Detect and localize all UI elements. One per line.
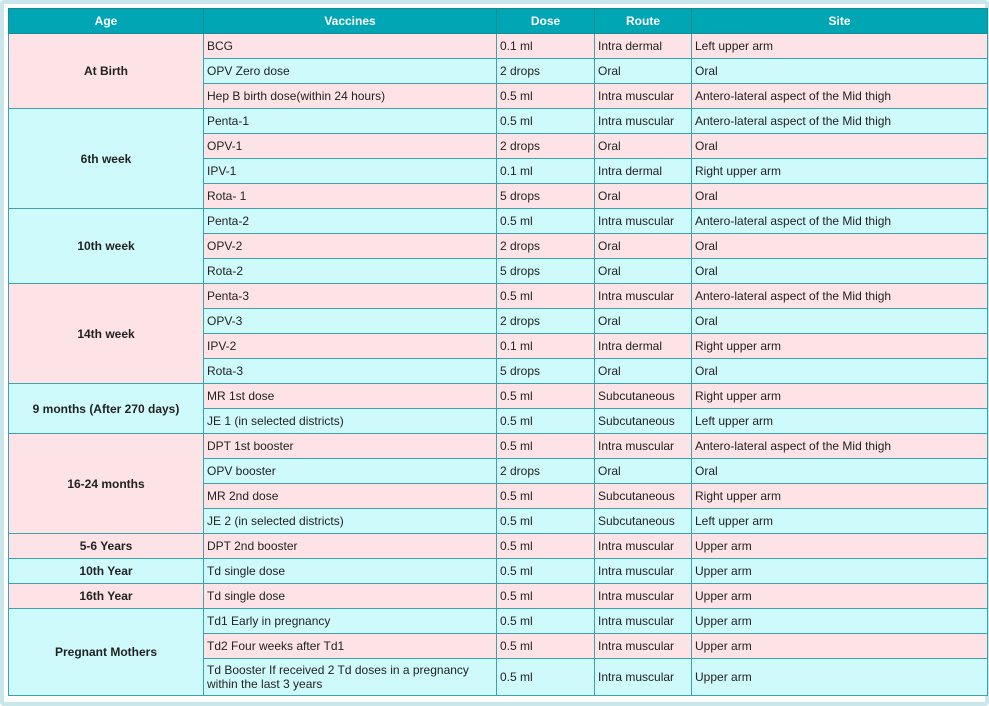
route-cell: Oral: [595, 359, 692, 384]
vaccine-cell: Rota- 1: [204, 184, 497, 209]
age-cell: 16th Year: [9, 584, 204, 609]
vaccine-cell: BCG: [204, 34, 497, 59]
route-cell: Intra muscular: [595, 609, 692, 634]
vaccine-cell: Rota-3: [204, 359, 497, 384]
dose-cell: 0.5 ml: [497, 634, 595, 659]
dose-cell: 5 drops: [497, 359, 595, 384]
site-cell: Oral: [692, 459, 988, 484]
vaccine-cell: Td2 Four weeks after Td1: [204, 634, 497, 659]
age-cell: Pregnant Mothers: [9, 609, 204, 696]
vaccine-cell: OPV booster: [204, 459, 497, 484]
header-route: Route: [595, 9, 692, 34]
site-cell: Upper arm: [692, 609, 988, 634]
dose-cell: 0.5 ml: [497, 659, 595, 696]
vaccine-cell: OPV-2: [204, 234, 497, 259]
age-cell: 10th Year: [9, 559, 204, 584]
site-cell: Left upper arm: [692, 509, 988, 534]
site-cell: Right upper arm: [692, 334, 988, 359]
dose-cell: 0.1 ml: [497, 159, 595, 184]
dose-cell: 0.5 ml: [497, 384, 595, 409]
vaccine-cell: Td single dose: [204, 559, 497, 584]
vaccine-cell: IPV-1: [204, 159, 497, 184]
table-body: [9, 34, 988, 696]
dose-cell: 0.5 ml: [497, 534, 595, 559]
route-cell: Subcutaneous: [595, 509, 692, 534]
route-cell: Oral: [595, 309, 692, 334]
route-cell: Oral: [595, 234, 692, 259]
route-cell: Intra muscular: [595, 634, 692, 659]
route-cell: Intra muscular: [595, 584, 692, 609]
table-row: [9, 434, 988, 459]
route-cell: Intra muscular: [595, 109, 692, 134]
site-cell: Antero-lateral aspect of the Mid thigh: [692, 284, 988, 309]
site-cell: Upper arm: [692, 534, 988, 559]
dose-cell: 2 drops: [497, 234, 595, 259]
table-row: [9, 34, 988, 59]
vaccine-cell: MR 1st dose: [204, 384, 497, 409]
route-cell: Intra muscular: [595, 559, 692, 584]
dose-cell: 5 drops: [497, 184, 595, 209]
route-cell: Oral: [595, 184, 692, 209]
table-row: [9, 284, 988, 309]
age-cell: 10th week: [9, 209, 204, 284]
site-cell: Antero-lateral aspect of the Mid thigh: [692, 84, 988, 109]
route-cell: Intra muscular: [595, 534, 692, 559]
vaccine-cell: JE 1 (in selected districts): [204, 409, 497, 434]
table-row: [9, 384, 988, 409]
route-cell: Intra muscular: [595, 284, 692, 309]
vaccine-cell: Td1 Early in pregnancy: [204, 609, 497, 634]
dose-cell: 0.5 ml: [497, 84, 595, 109]
header-site: Site: [692, 9, 988, 34]
vaccine-cell: OPV-3: [204, 309, 497, 334]
age-cell: 5-6 Years: [9, 534, 204, 559]
site-cell: Upper arm: [692, 584, 988, 609]
route-cell: Subcutaneous: [595, 384, 692, 409]
site-cell: Oral: [692, 259, 988, 284]
site-cell: Oral: [692, 309, 988, 334]
site-cell: Oral: [692, 134, 988, 159]
dose-cell: 2 drops: [497, 459, 595, 484]
dose-cell: 0.1 ml: [497, 334, 595, 359]
vaccine-cell: Penta-3: [204, 284, 497, 309]
route-cell: Intra dermal: [595, 34, 692, 59]
vaccine-cell: JE 2 (in selected districts): [204, 509, 497, 534]
dose-cell: 0.5 ml: [497, 484, 595, 509]
age-cell: 14th week: [9, 284, 204, 384]
age-cell: 6th week: [9, 109, 204, 209]
vaccine-cell: Rota-2: [204, 259, 497, 284]
dose-cell: 0.5 ml: [497, 434, 595, 459]
site-cell: Antero-lateral aspect of the Mid thigh: [692, 434, 988, 459]
vaccine-cell: IPV-2: [204, 334, 497, 359]
route-cell: Intra muscular: [595, 659, 692, 696]
dose-cell: 0.1 ml: [497, 34, 595, 59]
vaccine-cell: OPV Zero dose: [204, 59, 497, 84]
site-cell: Right upper arm: [692, 384, 988, 409]
route-cell: Subcutaneous: [595, 484, 692, 509]
table-header-row: [9, 9, 988, 34]
header-dose: Dose: [497, 9, 595, 34]
immunization-table: [8, 8, 988, 696]
vaccine-cell: Td Booster If received 2 Td doses in a pregnancy within the last 3 years: [204, 659, 497, 696]
dose-cell: 2 drops: [497, 59, 595, 84]
dose-cell: 0.5 ml: [497, 584, 595, 609]
table-row: [9, 559, 988, 584]
route-cell: Oral: [595, 134, 692, 159]
dose-cell: 2 drops: [497, 134, 595, 159]
route-cell: Oral: [595, 59, 692, 84]
table-row: [9, 584, 988, 609]
dose-cell: 0.5 ml: [497, 409, 595, 434]
route-cell: Subcutaneous: [595, 409, 692, 434]
dose-cell: 2 drops: [497, 309, 595, 334]
table-row: [9, 209, 988, 234]
route-cell: Oral: [595, 459, 692, 484]
table-row: [9, 109, 988, 134]
site-cell: Left upper arm: [692, 34, 988, 59]
table-row: [9, 534, 988, 559]
vaccine-cell: Hep B birth dose(within 24 hours): [204, 84, 497, 109]
site-cell: Upper arm: [692, 659, 988, 696]
vaccine-cell: DPT 1st booster: [204, 434, 497, 459]
site-cell: Left upper arm: [692, 409, 988, 434]
dose-cell: 0.5 ml: [497, 609, 595, 634]
site-cell: Oral: [692, 359, 988, 384]
table-row: [9, 609, 988, 634]
dose-cell: 0.5 ml: [497, 509, 595, 534]
site-cell: Antero-lateral aspect of the Mid thigh: [692, 209, 988, 234]
vaccine-cell: DPT 2nd booster: [204, 534, 497, 559]
dose-cell: 0.5 ml: [497, 559, 595, 584]
site-cell: Right upper arm: [692, 159, 988, 184]
dose-cell: 0.5 ml: [497, 109, 595, 134]
age-cell: 9 months (After 270 days): [9, 384, 204, 434]
route-cell: Intra muscular: [595, 434, 692, 459]
dose-cell: 0.5 ml: [497, 284, 595, 309]
site-cell: Oral: [692, 59, 988, 84]
age-cell: At Birth: [9, 34, 204, 109]
site-cell: Right upper arm: [692, 484, 988, 509]
site-cell: Oral: [692, 184, 988, 209]
vaccine-cell: OPV-1: [204, 134, 497, 159]
age-cell: 16-24 months: [9, 434, 204, 534]
header-age: Age: [9, 9, 204, 34]
site-cell: Oral: [692, 234, 988, 259]
header-vaccines: Vaccines: [204, 9, 497, 34]
site-cell: Upper arm: [692, 634, 988, 659]
route-cell: Intra dermal: [595, 334, 692, 359]
site-cell: Antero-lateral aspect of the Mid thigh: [692, 109, 988, 134]
dose-cell: 5 drops: [497, 259, 595, 284]
site-cell: Upper arm: [692, 559, 988, 584]
vaccine-cell: MR 2nd dose: [204, 484, 497, 509]
vaccine-cell: Penta-1: [204, 109, 497, 134]
vaccine-cell: Td single dose: [204, 584, 497, 609]
route-cell: Intra dermal: [595, 159, 692, 184]
dose-cell: 0.5 ml: [497, 209, 595, 234]
route-cell: Intra muscular: [595, 209, 692, 234]
vaccine-cell: Penta-2: [204, 209, 497, 234]
route-cell: Intra muscular: [595, 84, 692, 109]
route-cell: Oral: [595, 259, 692, 284]
